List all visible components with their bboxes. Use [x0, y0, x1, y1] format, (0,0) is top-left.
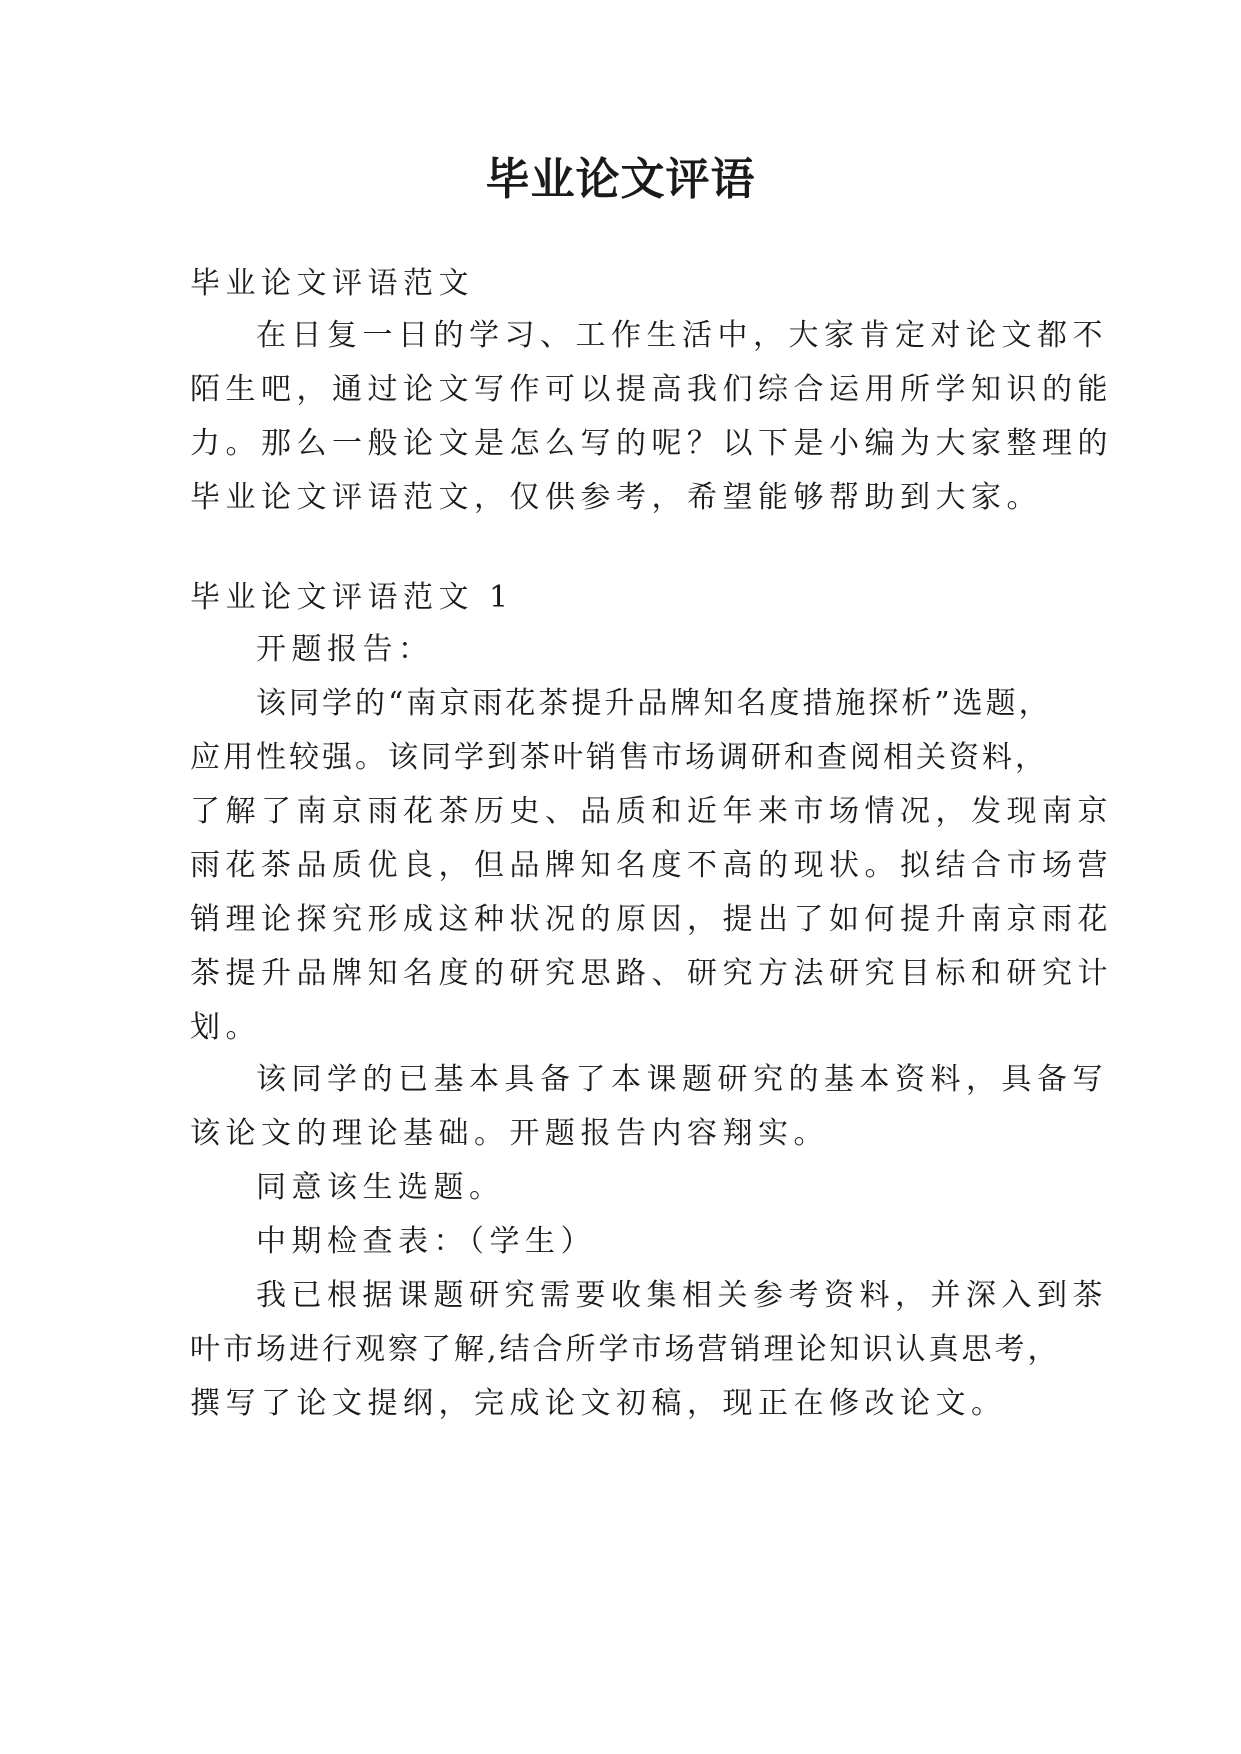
section-heading: 毕业论文评语范文 1: [190, 580, 514, 615]
paragraph-line: 开题报告：: [256, 632, 434, 667]
paragraph-line: 划。: [190, 1010, 261, 1045]
paragraph-line: 该同学的已基本具备了本课题研究的基本资料，具备写: [256, 1062, 1108, 1097]
paragraph-line: 力。那么一般论文是怎么写的呢？以下是小编为大家整理的: [190, 426, 1113, 461]
paragraph-line: 该同学的“南京雨花茶提升品牌知名度措施探析”选题，: [256, 686, 1052, 721]
section-heading: 毕业论文评语范文: [190, 266, 474, 301]
document-title: 毕业论文评语: [485, 154, 756, 205]
paragraph-line: 撰写了论文提纲，完成论文初稿，现正在修改论文。: [190, 1386, 1007, 1421]
paragraph-line: 同意该生选题。: [256, 1170, 505, 1205]
paragraph-line: 该论文的理论基础。开题报告内容翔实。: [190, 1116, 829, 1151]
paragraph-line: 我已根据课题研究需要收集相关参考资料，并深入到茶: [256, 1278, 1108, 1313]
paragraph-line: 了解了南京雨花茶历史、品质和近年来市场情况，发现南京: [190, 794, 1113, 829]
paragraph-line: 茶提升品牌知名度的研究思路、研究方法研究目标和研究计: [190, 956, 1113, 991]
paragraph-line: 在日复一日的学习、工作生活中，大家肯定对论文都不: [256, 318, 1108, 353]
paragraph-line: 叶市场进行观察了解,结合所学市场营销理论知识认真思考，: [190, 1332, 1061, 1367]
paragraph-line: 应用性较强。该同学到茶叶销售市场调研和查阅相关资料，: [190, 740, 1048, 775]
paragraph-line: 中期检查表：（学生）: [256, 1224, 596, 1259]
paragraph-line: 销理论探究形成这种状况的原因，提出了如何提升南京雨花: [190, 902, 1113, 937]
paragraph-line: 毕业论文评语范文，仅供参考，希望能够帮助到大家。: [190, 480, 1042, 515]
paragraph-line: 陌生吧，通过论文写作可以提高我们综合运用所学知识的能: [190, 372, 1113, 407]
paragraph-line: 雨花茶品质优良，但品牌知名度不高的现状。拟结合市场营: [190, 848, 1113, 883]
